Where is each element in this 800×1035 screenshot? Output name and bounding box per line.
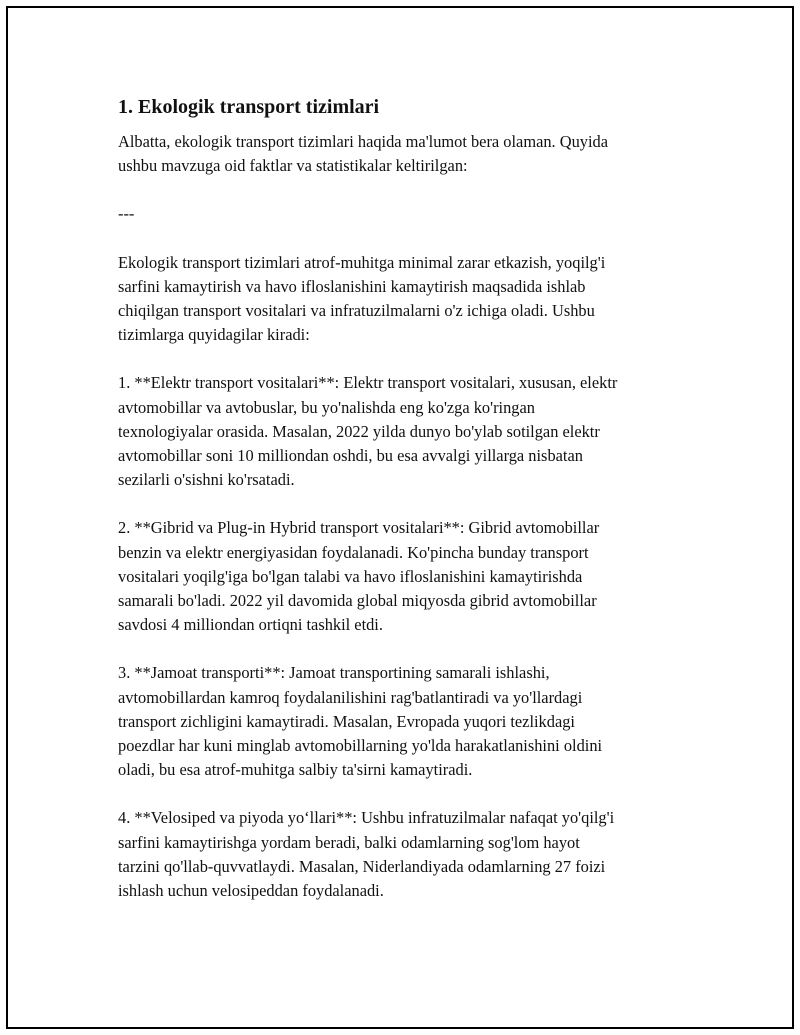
list-item-electric-vehicles: 1. **Elektr transport vositalari**: Elektr transport vositalari, xususan, elektr avtomobillar va avtobuslar, bu yo'nalishda eng ko'zga ko'ringan texnologiyalar orasida. Masalan, 2022 yilda dunyo bo'ylab sotilgan elektr avtomobillar soni 10 milliondan oshdi, bu esa avvalgi yillarga nisbatan sezilarli o'sishni ko'rsatadi.	[118, 373, 618, 490]
separator-line: ---	[118, 204, 135, 224]
list-item-bike-pedestrian: 4. **Velosiped va piyoda yo‘llari**: Ushbu infratuzilmalar nafaqat yo'qilg'i sarfini kamaytirishga yordam beradi, balki odamlarning sog'lom hayot tarzini qo'llab-quvvatlaydi. Masalan, Niderlandiyada odamlarning 27 foizi ishlash uchun velosipeddan foydalanadi.	[118, 808, 615, 901]
list-item-public-transport: 3. **Jamoat transporti**: Jamoat transportining samarali ishlashi, avtomobillardan kamroq foydalanilishini rag'batlantiradi va yo'llardagi transport zichligini kamaytiradi. Masalan, Evropada yuqori tezlikdagi poezdlar har kuni minglab avtomobillarning yo'lda harakatlanishini oldini oladi, bu esa atrof-muhitga salbiy ta'sirni kamaytiradi.	[118, 663, 603, 780]
document-title: 1. Ekologik transport tizimlari	[118, 96, 380, 118]
overview-paragraph: Ekologik transport tizimlari atrof-muhitga minimal zarar etkazish, yoqilg'i sarfini kamaytirish va havo ifloslanishini kamaytirish maqsadida ishlab chiqilgan transport vositalari va infratuzilmalarni o'z ichiga oladi. Ushbu tizimlarga quyidagilar kiradi:	[118, 252, 606, 345]
list-item-hybrid-vehicles: 2. **Gibrid va Plug-in Hybrid transport vositalari**: Gibrid avtomobillar benzin va elektr energiyasidan foydalanadi. Ko'pincha bunday transport vositalari yoqilg'iga bo'lgan talabi va havo ifloslanishini kamaytirishda samarali bo'ladi. 2022 yil davomida global miqyosda gibrid avtomobillar savdosi 4 milliondan ortiqni tashkil etdi.	[118, 518, 600, 635]
intro-paragraph: Albatta, ekologik transport tizimlari haqida ma'lumot bera olaman. Quyida ushbu mavzuga oid faktlar va statistikalar keltirilgan:	[118, 132, 608, 176]
document-body	[118, 93, 698, 927]
